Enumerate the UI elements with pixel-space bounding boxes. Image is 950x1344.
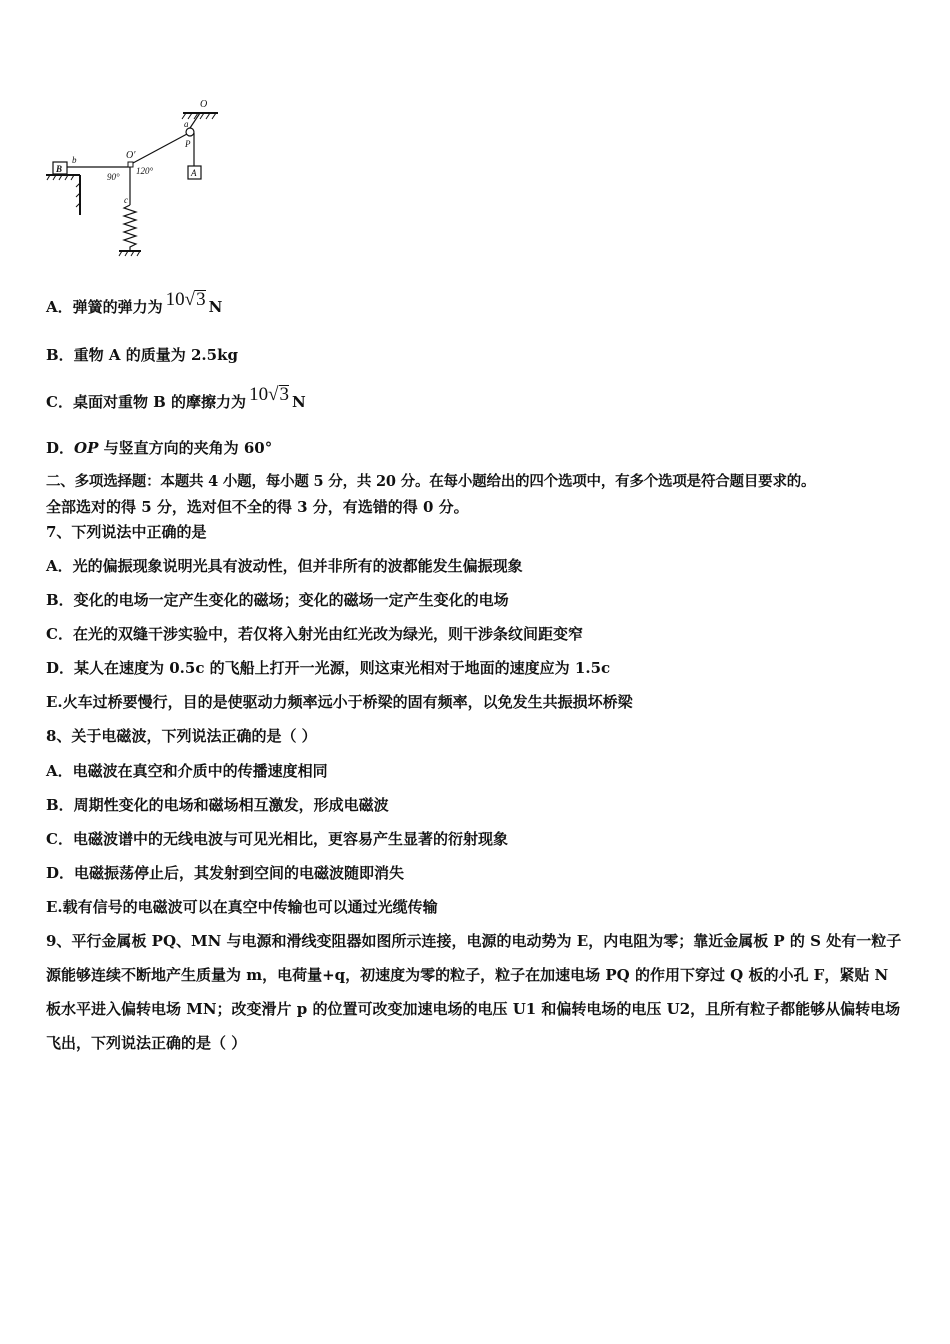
q7-option-c: C．在光的双缝干涉实验中，若仅将入射光由红光改为绿光，则干涉条纹间距变窄: [46, 625, 583, 643]
q6-option-c: C．桌面对重物 B 的摩擦力为 10√3 N: [46, 384, 306, 411]
spring: [124, 205, 136, 251]
q7-option-a: A．光的偏振现象说明光具有波动性，但并非所有的波都能发生偏振现象: [46, 557, 523, 575]
rope-po: [133, 134, 187, 163]
q7-option-d: D．某人在速度为 0.5c 的飞船上打开一光源，则这束光相对于地面的速度应为 1.5c: [46, 659, 611, 677]
q9-stem: 9、平行金属板 PQ、MN 与电源和滑线变阻器如图所示连接，电源的电动势为 E，内电阻为零；靠近金属板 P 的 S 处有一粒子源能够连续不断地产生质量为 m，电荷量+q，初速度为零的粒子，粒子在加速电场 PQ 的作用下穿过 Q 板的小孔 F，紧贴 N 板水平进入偏转电场 MN；改变滑片 p 的位置可改变加速电场的电压 U1 和偏转电场的电压 U2，且所有粒子都能够从偏转电场飞出，下列说法正确的是（ ）: [46, 932, 902, 1052]
label-o: O: [200, 99, 208, 110]
sqrt-expression: 10√3: [165, 289, 206, 310]
label-b-lower: b: [72, 155, 77, 165]
label-c: c: [124, 195, 128, 205]
physics-diagram: [40, 95, 240, 260]
q7-option-b: B．变化的电场一定产生变化的磁场；变化的磁场一定产生变化的电场: [46, 591, 509, 609]
label-o-prime: O′: [126, 150, 136, 161]
q8-option-c: C．电磁波谱中的无线电波与可见光相比，更容易产生显著的衍射现象: [46, 830, 508, 848]
q8-option-a: A．电磁波在真空和介质中的传播速度相同: [46, 762, 328, 780]
sqrt-expression: 10√3: [249, 384, 289, 405]
q8-option-d: D．电磁振荡停止后，其发射到空间的电磁波随即消失: [46, 864, 405, 882]
label-angle-90: 90°: [107, 172, 120, 182]
q6-option-d: D．OP 与竖直方向的夹角为 60°: [46, 439, 273, 457]
label-weight-a: A: [191, 168, 197, 178]
knot-o-prime: [128, 162, 133, 167]
q6-option-a: A．弹簧的弹力为 10√3 N: [46, 289, 223, 316]
q7-option-e: E.火车过桥要慢行，目的是使驱动力频率远小于桥梁的固有频率，以免发生共振损坏桥梁: [46, 693, 633, 711]
label-a-lower: a: [184, 119, 189, 129]
q8-stem: 8、关于电磁波，下列说法正确的是（ ）: [46, 727, 317, 745]
q6-option-b: B．重物 A 的质量为 2.5kg: [46, 346, 238, 364]
section-heading-line2: 全部选对的得 5 分，选对但不全的得 3 分，有选错的得 0 分。: [46, 498, 469, 516]
rope-op: [190, 113, 200, 128]
label-block-b: B: [56, 164, 63, 174]
q8-option-e: E.载有信号的电磁波可以在真空中传输也可以通过光缆传输: [46, 898, 438, 916]
q8-option-b: B．周期性变化的电场和磁场相互激发，形成电磁波: [46, 796, 389, 814]
pulley-p: [186, 128, 194, 136]
label-angle-120: 120°: [136, 166, 154, 176]
q7-stem: 7、下列说法中正确的是: [46, 523, 207, 541]
section-heading-line1: 二、多项选择题：本题共 4 小题，每小题 5 分，共 20 分。在每小题给出的四个选项中，有多个选项是符合题目要求的。: [46, 473, 816, 490]
label-p: P: [185, 139, 191, 149]
